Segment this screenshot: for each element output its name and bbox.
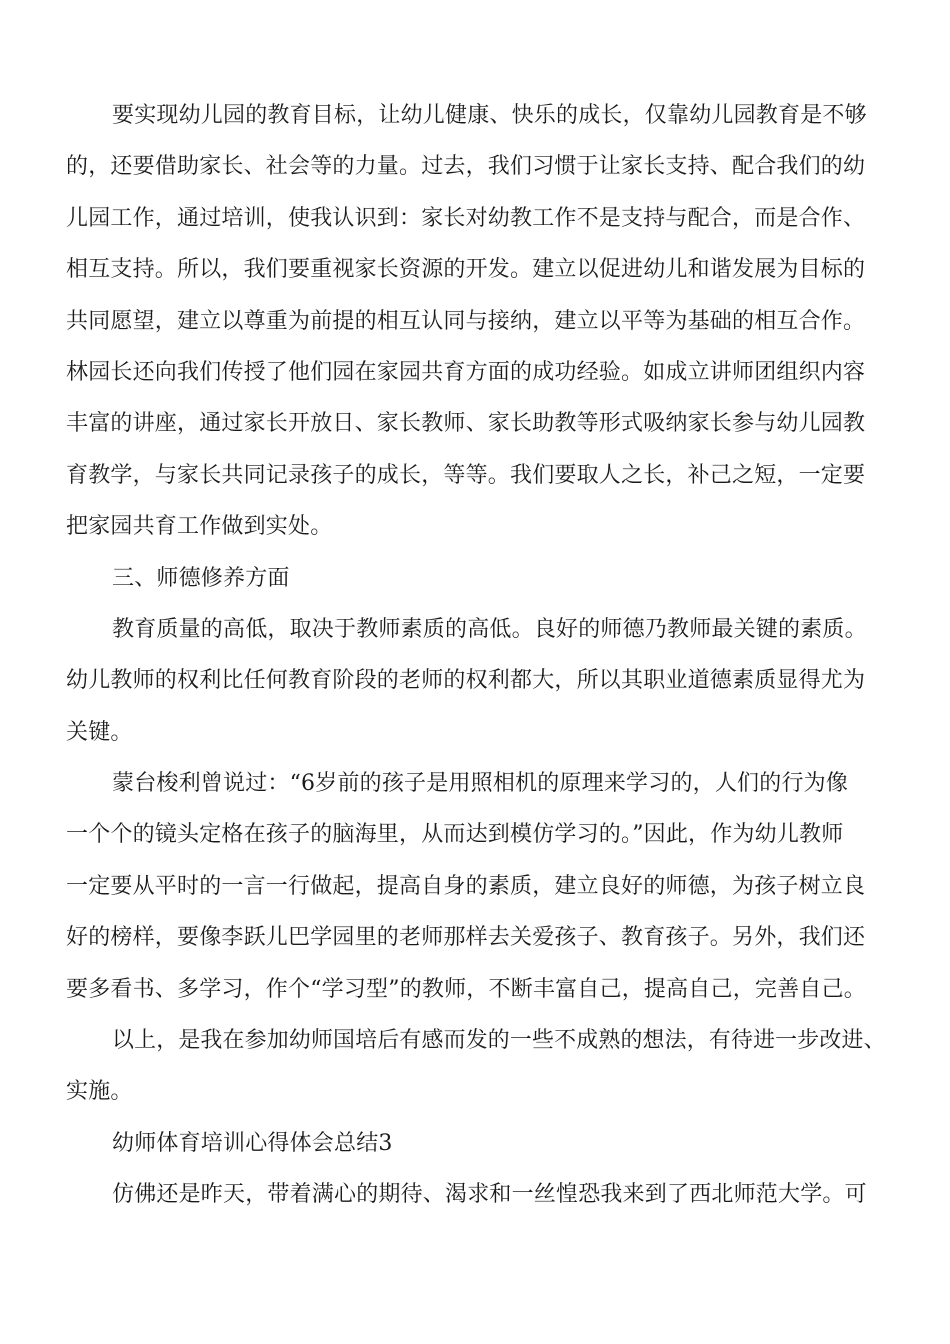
text-line: 一定要从平时的一言一行做起，提高自身的素质，建立良好的师德，为孩子树立良 <box>66 873 866 899</box>
text-line: 共同愿望，建立以尊重为前提的相互认同与接纳，建立以平等为基础的相互合作。 <box>66 308 866 334</box>
text-line: 把家园共育工作做到实处。 <box>66 514 333 540</box>
text-line: 仿佛还是昨天，带着满心的期待、渴求和一丝惶恐我来到了西北师范大学。可 <box>112 1182 867 1208</box>
text-line: 要实现幼儿园的教育目标，让幼儿健康、快乐的成长，仅靠幼儿园教育是不够 <box>112 103 867 128</box>
text-line: 一个个的镜头定格在孩子的脑海里，从而达到模仿学习的。”因此，作为幼儿教师 <box>66 822 844 848</box>
text-line: 教育质量的高低，取决于教师素质的高低。良好的师德乃教师最关键的素质。 <box>112 616 867 642</box>
text-line: 幼儿教师的权利比任何教育阶段的老师的权利都大，所以其职业道德素质显得尤为 <box>66 668 866 694</box>
text-line: 育教学，与家长共同记录孩子的成长，等等。我们要取人之长，补己之短，一定要 <box>66 462 866 488</box>
text-line: 的，还要借助家长、社会等的力量。过去，我们习惯于让家长支持、配合我们的幼 <box>66 154 866 180</box>
text-line: 关键。 <box>66 719 133 745</box>
text-line: 林园长还向我们传授了他们园在家园共育方面的成功经验。如成立讲师团组织内容 <box>66 359 866 385</box>
text-line: 丰富的讲座，通过家长开放日、家长教师、家长助教等形式吸纳家长参与幼儿园教 <box>66 411 866 437</box>
text-line: 好的榜样，要像李跃儿巴学园里的老师那样去关爱孩子、教育孩子。另外，我们还 <box>66 925 866 951</box>
text-line: 要多看书、多学习，作个“学习型”的教师，不断丰富自己，提高自己，完善自己。 <box>66 976 866 1002</box>
section-title: 幼师体育培训心得体会总结3 <box>112 1130 393 1156</box>
text-line: 相互支持。所以，我们要重视家长资源的开发。建立以促进幼儿和谐发展为目标的 <box>66 257 866 283</box>
text-line: 儿园工作，通过培训，使我认识到：家长对幼教工作不是支持与配合，而是合作、 <box>66 205 866 231</box>
text-line: 蒙台梭利曾说过：“6岁前的孩子是用照相机的原理来学习的，人们的行为像 <box>112 771 849 797</box>
document-body <box>66 90 886 1221</box>
text-line: 以上，是我在参加幼师国培后有感而发的一些不成熟的想法，有待进一步改进、 <box>112 1028 886 1054</box>
text-line: 实施。 <box>66 1079 133 1105</box>
section-heading: 三、师德修养方面 <box>112 565 290 591</box>
